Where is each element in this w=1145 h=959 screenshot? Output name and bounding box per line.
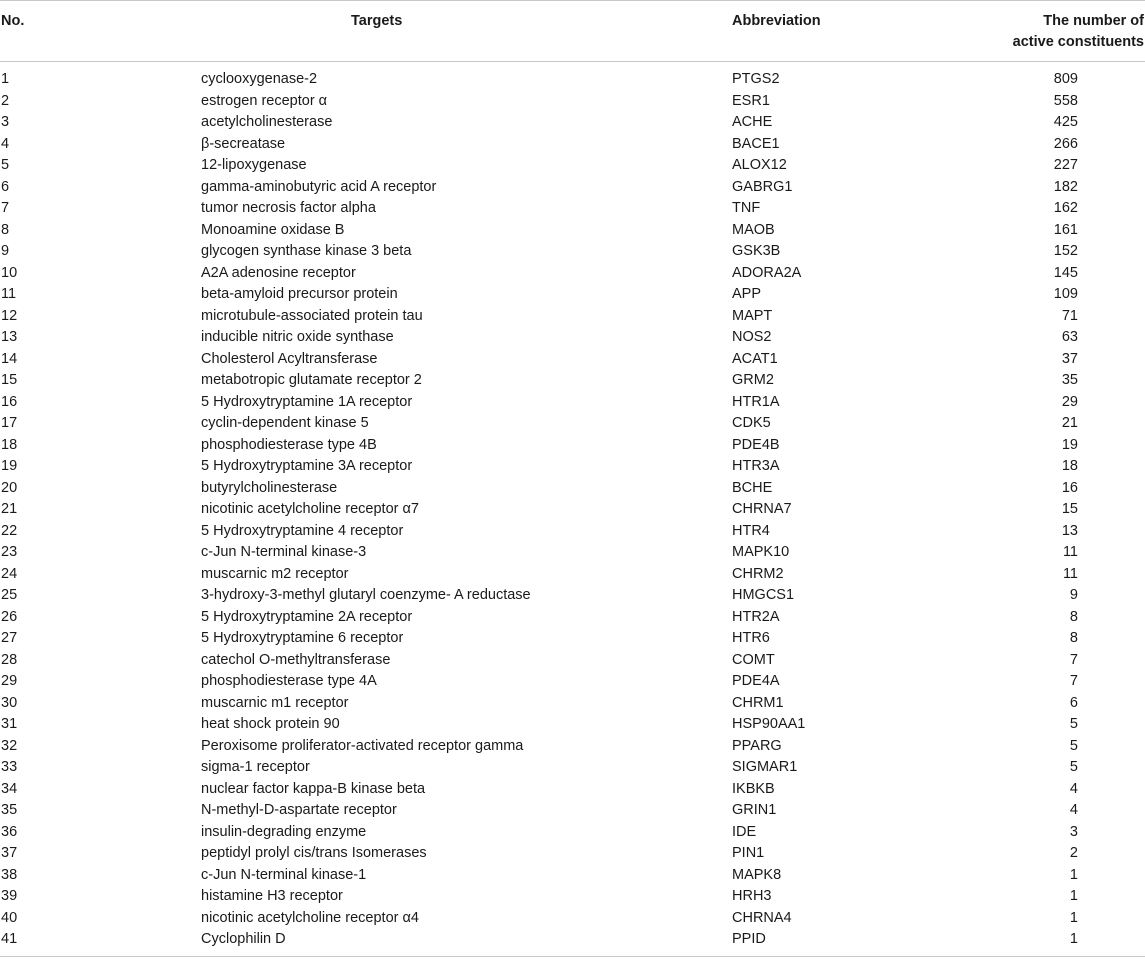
cell-no: 12 [1, 307, 18, 324]
cell-no: 9 [1, 243, 10, 259]
cell-abbreviation: CHRNA4 [732, 909, 792, 926]
cell-target: β-secreatase [201, 135, 286, 152]
cell-no: 29 [1, 673, 18, 689]
cell-no: 3 [1, 114, 10, 130]
cell-no: 19 [1, 458, 18, 474]
cell-active-constituents: 11 [1062, 544, 1078, 560]
cell-active-constituents: 9 [1069, 587, 1078, 603]
cell-target: 5 Hydroxytryptamine 1A receptor [201, 393, 413, 410]
cell-no: 36 [1, 823, 18, 840]
cell-no: 16 [1, 393, 18, 410]
table-row [0, 370, 1145, 392]
cell-active-constituents: 161 [1053, 221, 1078, 238]
cell-active-constituents: 6 [1069, 694, 1078, 711]
table-row [0, 306, 1145, 328]
cell-abbreviation: GRIN1 [732, 802, 777, 818]
cell-no: 11 [1, 286, 17, 302]
table-row [0, 886, 1145, 908]
cell-target: estrogen receptor α [201, 92, 328, 109]
cell-active-constituents: 809 [1053, 71, 1078, 87]
cell-abbreviation: MAPK8 [732, 866, 782, 883]
cell-target: c-Jun N-terminal kinase-1 [201, 866, 367, 883]
table-row [0, 435, 1145, 457]
cell-no: 7 [1, 200, 10, 216]
cell-abbreviation: IDE [732, 823, 757, 840]
cell-no: 4 [1, 135, 10, 152]
cell-no: 26 [1, 608, 18, 625]
cell-no: 33 [1, 759, 18, 775]
cell-target: 5 Hydroxytryptamine 4 receptor [201, 522, 404, 539]
cell-active-constituents: 5 [1069, 737, 1078, 754]
cell-abbreviation: HTR3A [732, 458, 780, 474]
cell-no: 40 [1, 909, 18, 926]
table-row [0, 822, 1145, 844]
table-row [0, 650, 1145, 672]
cell-target: Monoamine oxidase B [201, 221, 345, 238]
cell-active-constituents: 152 [1053, 243, 1078, 259]
table-row [0, 220, 1145, 242]
cell-abbreviation: SIGMAR1 [732, 759, 798, 775]
cell-abbreviation: PDE4A [732, 673, 780, 689]
table-row [0, 628, 1145, 650]
cell-abbreviation: ADORA2A [732, 264, 802, 281]
cell-abbreviation: HTR1A [732, 393, 780, 410]
cell-abbreviation: ACHE [732, 114, 773, 130]
cell-target: cyclooxygenase-2 [201, 71, 318, 87]
cell-no: 27 [1, 630, 18, 646]
column-header-targets: Targets [351, 13, 403, 29]
cell-abbreviation: COMT [732, 651, 775, 668]
table-row [0, 542, 1145, 564]
cell-active-constituents: 11 [1062, 565, 1078, 582]
cell-no: 14 [1, 350, 18, 367]
cell-active-constituents: 16 [1061, 479, 1078, 496]
cell-active-constituents: 29 [1061, 393, 1078, 410]
cell-target: nicotinic acetylcholine receptor α4 [201, 909, 419, 926]
cell-target: nuclear factor kappa-B kinase beta [201, 780, 426, 797]
cell-active-constituents: 558 [1053, 92, 1078, 109]
cell-target: beta-amyloid precursor protein [201, 286, 398, 302]
cell-target: 5 Hydroxytryptamine 6 receptor [201, 630, 404, 646]
table-row [0, 800, 1145, 822]
column-header-active-constituents [1013, 11, 1144, 53]
cell-target: microtubule-associated protein tau [201, 307, 423, 324]
cell-active-constituents: 8 [1069, 630, 1078, 646]
cell-no: 17 [1, 415, 18, 431]
cell-active-constituents: 37 [1061, 350, 1078, 367]
cell-abbreviation: PPID [732, 931, 766, 947]
cell-abbreviation: CHRNA7 [732, 501, 792, 517]
table-row [0, 671, 1145, 693]
cell-abbreviation: BACE1 [732, 135, 780, 152]
cell-active-constituents: 1 [1069, 866, 1078, 883]
cell-target: catechol O-methyltransferase [201, 651, 391, 668]
cell-abbreviation: GSK3B [732, 243, 781, 259]
cell-active-constituents: 145 [1053, 264, 1078, 281]
cell-active-constituents: 425 [1053, 114, 1078, 130]
cell-no: 10 [1, 264, 18, 281]
cell-target: glycogen synthase kinase 3 beta [201, 243, 412, 259]
cell-no: 32 [1, 737, 18, 754]
cell-active-constituents: 63 [1061, 329, 1078, 345]
cell-abbreviation: MAOB [732, 221, 775, 238]
table-row [0, 499, 1145, 521]
cell-no: 8 [1, 221, 10, 238]
cell-abbreviation: HMGCS1 [732, 587, 795, 603]
cell-abbreviation: ACAT1 [732, 350, 778, 367]
cell-no: 18 [1, 436, 18, 453]
table-row [0, 263, 1145, 285]
cell-target: insulin-degrading enzyme [201, 823, 367, 840]
cell-no: 6 [1, 178, 10, 195]
cell-target: peptidyl prolyl cis/trans Isomerases [201, 845, 427, 861]
cell-target: acetylcholinesterase [201, 114, 333, 130]
table-bottom-rule [0, 956, 1145, 957]
column-header-active-constituents-line1: The number of [1043, 13, 1144, 29]
cell-target: butyrylcholinesterase [201, 479, 338, 496]
table-row [0, 757, 1145, 779]
cell-target: tumor necrosis factor alpha [201, 200, 376, 216]
cell-target: 3-hydroxy-3-methyl glutaryl coenzyme- A reductase [201, 587, 531, 603]
cell-no: 2 [1, 92, 10, 109]
cell-abbreviation: HSP90AA1 [732, 716, 806, 732]
cell-active-constituents: 15 [1061, 501, 1078, 517]
column-header-abbreviation: Abbreviation [732, 13, 821, 29]
cell-no: 34 [1, 780, 18, 797]
cell-target: cyclin-dependent kinase 5 [201, 415, 369, 431]
cell-active-constituents: 21 [1061, 415, 1078, 431]
cell-target: 5 Hydroxytryptamine 2A receptor [201, 608, 413, 625]
table-row [0, 327, 1145, 349]
table-row [0, 564, 1145, 586]
cell-abbreviation: PPARG [732, 737, 782, 754]
cell-active-constituents: 162 [1053, 200, 1078, 216]
cell-abbreviation: HTR4 [732, 522, 770, 539]
cell-target: N-methyl-D-aspartate receptor [201, 802, 397, 818]
cell-no: 20 [1, 479, 18, 496]
table-row [0, 456, 1145, 478]
table-row [0, 413, 1145, 435]
cell-active-constituents: 3 [1069, 823, 1078, 840]
cell-no: 28 [1, 651, 18, 668]
cell-abbreviation: HRH3 [732, 888, 772, 904]
table-row [0, 693, 1145, 715]
column-header-no: No. [1, 13, 25, 29]
table-row [0, 91, 1145, 113]
table-row [0, 779, 1145, 801]
cell-active-constituents: 4 [1069, 802, 1078, 818]
cell-abbreviation: TNF [732, 200, 761, 216]
cell-target: Cholesterol Acyltransferase [201, 350, 378, 367]
cell-active-constituents: 35 [1061, 372, 1078, 388]
cell-active-constituents: 5 [1069, 716, 1078, 732]
cell-abbreviation: PIN1 [732, 845, 765, 861]
table-row [0, 585, 1145, 607]
table-row [0, 607, 1145, 629]
cell-abbreviation: BCHE [732, 479, 773, 496]
cell-abbreviation: CHRM1 [732, 694, 784, 711]
cell-no: 21 [1, 501, 18, 517]
table-row [0, 478, 1145, 500]
cell-no: 30 [1, 694, 18, 711]
cell-abbreviation: CDK5 [732, 415, 771, 431]
table-row [0, 177, 1145, 199]
table-row [0, 241, 1145, 263]
cell-abbreviation: GABRG1 [732, 178, 793, 195]
cell-active-constituents: 4 [1069, 780, 1078, 797]
cell-no: 31 [1, 716, 18, 732]
cell-active-constituents: 227 [1053, 157, 1078, 173]
cell-abbreviation: IKBKB [732, 780, 775, 797]
cell-no: 25 [1, 587, 18, 603]
cell-target: Peroxisome proliferator-activated receptor gamma [201, 737, 524, 754]
cell-target: metabotropic glutamate receptor 2 [201, 372, 422, 388]
table-row [0, 843, 1145, 865]
table-row [0, 349, 1145, 371]
cell-abbreviation: MAPT [732, 307, 773, 324]
table-row [0, 736, 1145, 758]
cell-target: 12-lipoxygenase [201, 157, 307, 173]
cell-target: heat shock protein 90 [201, 716, 340, 732]
cell-active-constituents: 109 [1053, 286, 1078, 302]
cell-no: 5 [1, 157, 10, 173]
cell-abbreviation: HTR2A [732, 608, 780, 625]
cell-active-constituents: 71 [1061, 307, 1078, 324]
table-row [0, 112, 1145, 134]
cell-abbreviation: NOS2 [732, 329, 772, 345]
cell-active-constituents: 7 [1069, 673, 1078, 689]
cell-target: muscarnic m2 receptor [201, 565, 349, 582]
cell-active-constituents: 13 [1061, 522, 1078, 539]
cell-abbreviation: PTGS2 [732, 71, 780, 87]
cell-target: c-Jun N-terminal kinase-3 [201, 544, 367, 560]
table-row [0, 155, 1145, 177]
cell-abbreviation: MAPK10 [732, 544, 790, 560]
table-row [0, 714, 1145, 736]
cell-active-constituents: 8 [1069, 608, 1078, 625]
cell-abbreviation: APP [732, 286, 762, 302]
table-row [0, 929, 1145, 951]
cell-abbreviation: ESR1 [732, 92, 770, 109]
table-header-rule [0, 61, 1145, 62]
column-header-active-constituents-line2: active constituents [1012, 34, 1144, 50]
table-row [0, 69, 1145, 91]
table-row [0, 198, 1145, 220]
cell-active-constituents: 5 [1069, 759, 1078, 775]
cell-no: 37 [1, 845, 18, 861]
cell-target: nicotinic acetylcholine receptor α7 [201, 501, 419, 517]
cell-active-constituents: 182 [1053, 178, 1078, 195]
cell-abbreviation: PDE4B [732, 436, 780, 453]
cell-no: 39 [1, 888, 18, 904]
cell-target: A2A adenosine receptor [201, 264, 356, 281]
cell-active-constituents: 18 [1061, 458, 1078, 474]
cell-no: 13 [1, 329, 18, 345]
table-row [0, 392, 1145, 414]
cell-target: muscarnic m1 receptor [201, 694, 349, 711]
cell-target: gamma-aminobutyric acid A receptor [201, 178, 437, 195]
cell-abbreviation: GRM2 [732, 372, 774, 388]
cell-target: 5 Hydroxytryptamine 3A receptor [201, 458, 413, 474]
cell-target: sigma-1 receptor [201, 759, 310, 775]
cell-no: 15 [1, 372, 18, 388]
cell-abbreviation: ALOX12 [732, 157, 787, 173]
cell-active-constituents: 19 [1061, 436, 1078, 453]
cell-active-constituents: 1 [1069, 931, 1078, 947]
cell-active-constituents: 7 [1069, 651, 1078, 668]
cell-no: 1 [1, 71, 10, 87]
cell-abbreviation: HTR6 [732, 630, 770, 646]
cell-no: 35 [1, 802, 18, 818]
table-body [0, 69, 1145, 951]
cell-no: 41 [1, 931, 18, 947]
table-row [0, 134, 1145, 156]
cell-no: 38 [1, 866, 18, 883]
cell-active-constituents: 2 [1069, 845, 1078, 861]
cell-target: inducible nitric oxide synthase [201, 329, 394, 345]
cell-active-constituents: 1 [1069, 909, 1078, 926]
cell-target: histamine H3 receptor [201, 888, 343, 904]
table-row [0, 865, 1145, 887]
cell-no: 22 [1, 522, 18, 539]
table-row [0, 908, 1145, 930]
cell-target: Cyclophilin D [201, 931, 286, 947]
cell-no: 24 [1, 565, 18, 582]
cell-active-constituents: 1 [1069, 888, 1078, 904]
cell-no: 23 [1, 544, 18, 560]
table-row [0, 521, 1145, 543]
cell-abbreviation: CHRM2 [732, 565, 784, 582]
cell-target: phosphodiesterase type 4B [201, 436, 377, 453]
cell-target: phosphodiesterase type 4A [201, 673, 377, 689]
table-row [0, 284, 1145, 306]
cell-active-constituents: 266 [1053, 135, 1078, 152]
table-header-row [0, 0, 1145, 61]
